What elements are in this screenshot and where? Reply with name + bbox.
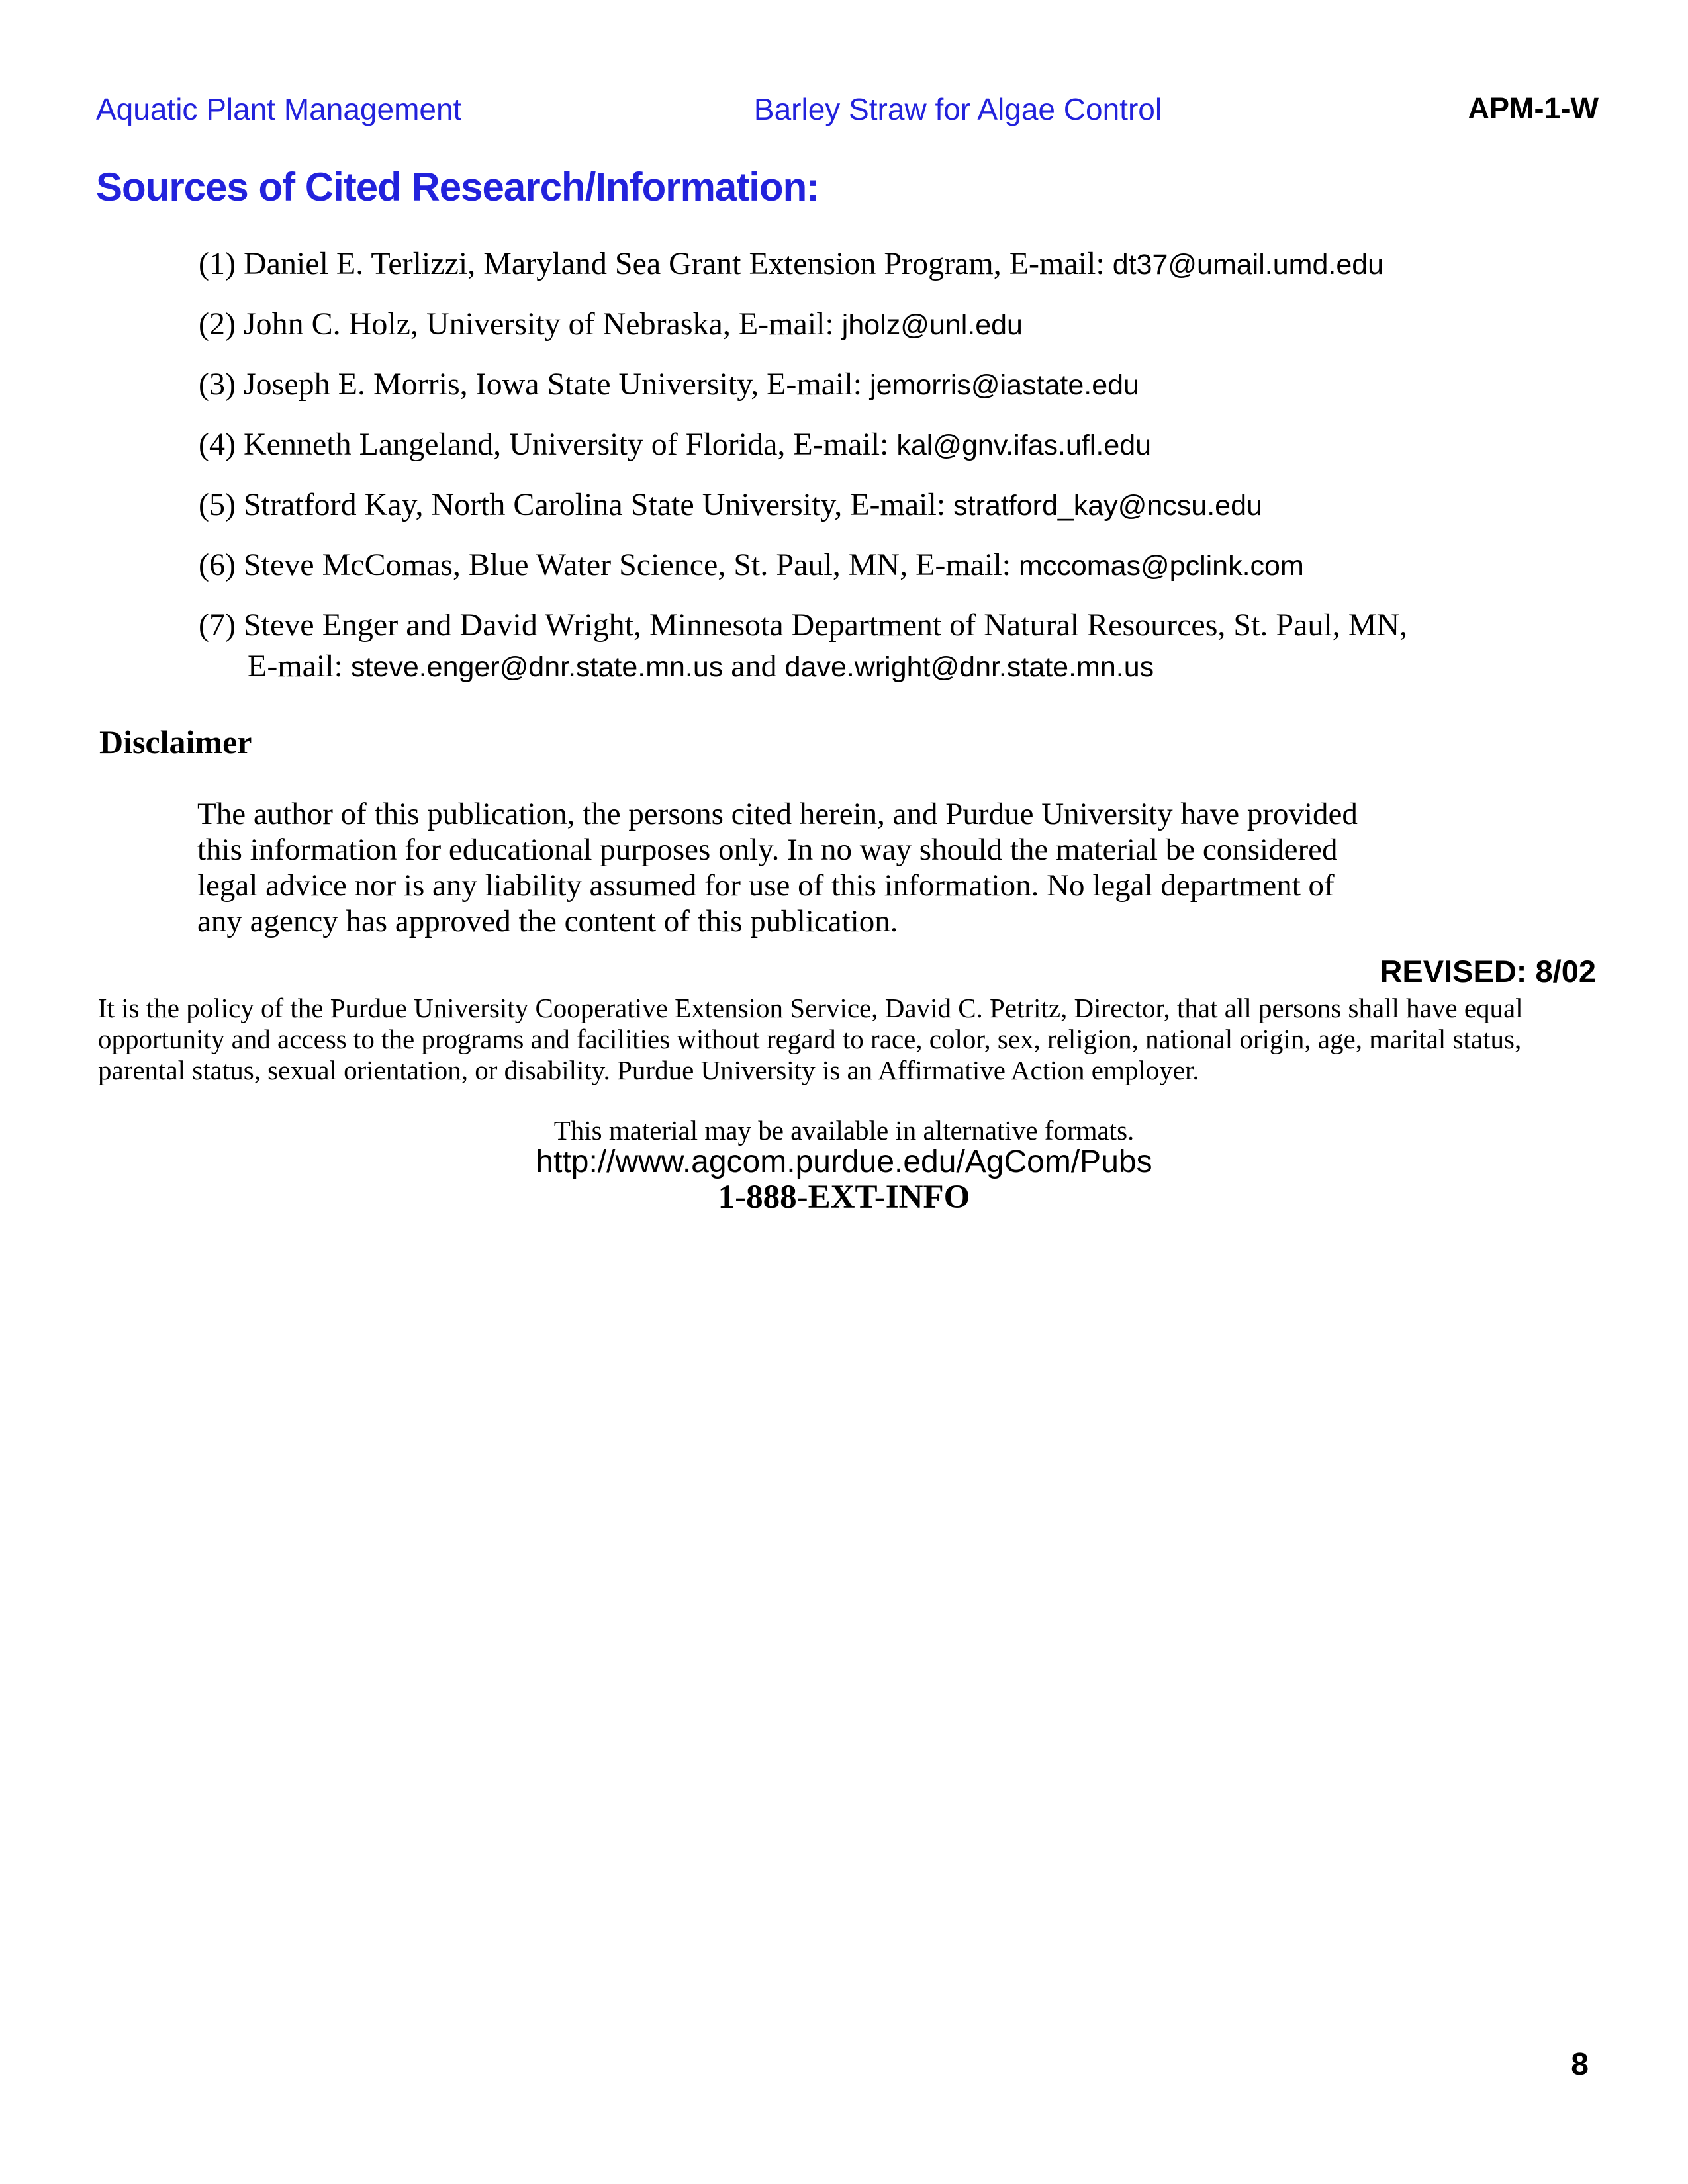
disclaimer-line: this information for educational purposes only. In no way should the material be considered: [197, 833, 1338, 867]
disclaimer-heading: Disclaimer: [99, 723, 252, 760]
item-number: (3): [199, 367, 236, 402]
item-email: steve.enger@dnr.state.mn.us: [350, 651, 724, 683]
item-text: John C. Holz, University of Nebraska, E-mail:: [243, 306, 834, 341]
email-label: E-mail:: [248, 649, 343, 684]
item-email: jholz@unl.edu: [841, 309, 1023, 341]
disclaimer-line: any agency has approved the content of this publication.: [197, 904, 898, 938]
item-number: (5): [199, 487, 236, 522]
conjunction-text: and: [731, 649, 777, 684]
item-text: Daniel E. Terlizzi, Maryland Sea Grant Extension Program, E-mail:: [243, 246, 1105, 281]
list-item: [199, 364, 1628, 406]
list-item: [199, 605, 1628, 688]
list-item: [199, 244, 1628, 285]
item-number: (2): [199, 306, 236, 341]
list-item: [199, 304, 1628, 345]
item-email: mccomas@pclink.com: [1019, 550, 1304, 582]
section-title: Sources of Cited Research/Information:: [96, 165, 820, 209]
policy-line: opportunity and access to the programs and facilities without regard to race, color, sex, religion, national origin, age, marital status,: [98, 1024, 1522, 1054]
item-email: kal@gnv.ifas.ufl.edu: [896, 430, 1152, 461]
item-email: dave.wright@dnr.state.mn.us: [784, 651, 1154, 683]
extension-phone: 1-888-EXT-INFO: [718, 1179, 970, 1216]
revised-date: REVISED: 8/02: [1380, 954, 1596, 989]
item-email: dt37@umail.umd.edu: [1112, 249, 1384, 281]
item-text: Joseph E. Morris, Iowa State University, E-mail:: [243, 367, 863, 402]
item-text: Kenneth Langeland, University of Florida, E-mail:: [243, 427, 889, 462]
sources-list: [199, 244, 1628, 706]
item-email-line: [248, 646, 1628, 688]
publications-url: http://www.agcom.purdue.edu/AgCom/Pubs: [536, 1144, 1152, 1179]
header-series-title: Aquatic Plant Management: [96, 92, 462, 126]
policy-statement: [98, 993, 1620, 1086]
item-email: stratford_kay@ncsu.edu: [953, 490, 1262, 522]
list-item: [199, 545, 1628, 586]
alternative-formats-note: This material may be available in alternative formats.: [553, 1115, 1135, 1146]
item-number: (7): [199, 608, 236, 643]
item-number: (1): [199, 246, 236, 281]
policy-line: It is the policy of the Purdue University Cooperative Extension Service, David C. Petritz, Director, that all persons shall have equal: [98, 993, 1523, 1023]
disclaimer-line: legal advice nor is any liability assumed for use of this information. No legal department of: [197, 868, 1335, 903]
item-text: Stratford Kay, North Carolina State University, E-mail:: [243, 487, 946, 522]
page-number: 8: [1571, 2047, 1589, 2082]
header-publication-title: Barley Straw for Algae Control: [753, 92, 1162, 126]
policy-line: parental status, sexual orientation, or disability. Purdue University is an Affirmative Action employer.: [98, 1055, 1199, 1085]
list-item: [199, 484, 1628, 526]
item-number: (6): [199, 547, 236, 582]
item-text: Steve Enger and David Wright, Minnesota Department of Natural Resources, St. Paul, MN,: [243, 608, 1408, 643]
item-text: Steve McComas, Blue Water Science, St. Paul, MN, E-mail:: [243, 547, 1011, 582]
header-publication-code: APM-1-W: [1468, 91, 1599, 125]
disclaimer-line: The author of this publication, the persons cited herein, and Purdue University have provided: [197, 797, 1358, 831]
page-header: [0, 91, 1688, 131]
disclaimer-body: [197, 796, 1587, 939]
item-number: (4): [199, 427, 236, 462]
list-item: [199, 424, 1628, 466]
item-email: jemorris@iastate.edu: [870, 369, 1139, 401]
